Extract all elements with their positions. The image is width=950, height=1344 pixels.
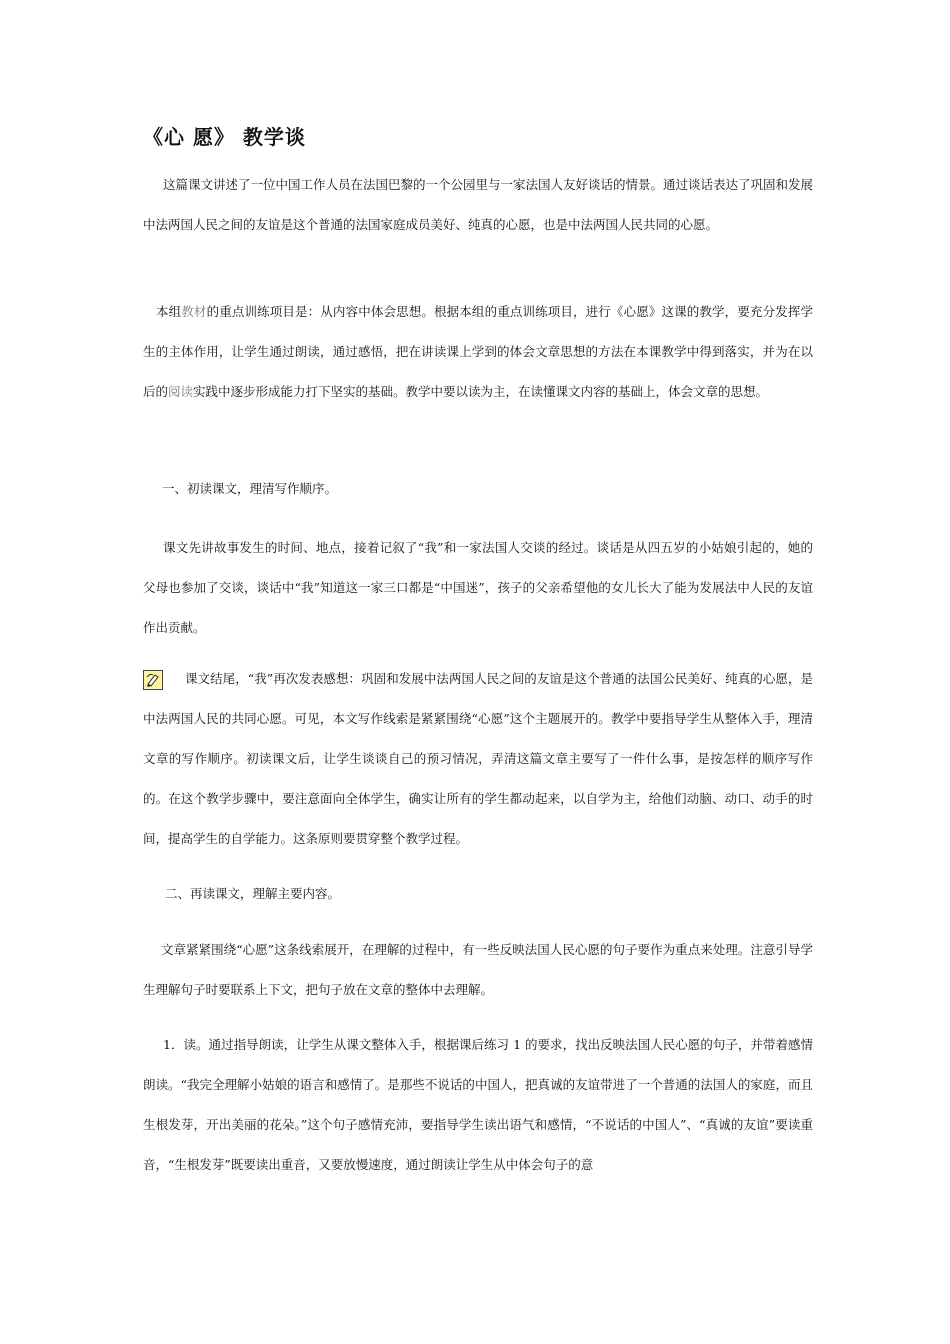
section-2-paragraph-1: 文章紧紧围绕“心愿”这条线索展开，在理解的过程中，有一些反映法国人民心愿的句子要作为重点来处理。注意引导学生理解句子时要联系上下文，把句子放在文章的整体中去理解。	[143, 942, 813, 997]
focus-text-1: 本组	[156, 304, 182, 319]
reading-link[interactable]: 阅读	[168, 384, 194, 399]
document-title: 《心 愿》 教学谈	[143, 125, 306, 149]
section-1-heading: 一、初读课文，理清写作顺序。	[162, 481, 338, 496]
focus-paragraph	[143, 292, 813, 412]
section-1-paragraph-1: 课文先讲故事发生的时间、地点，接着记叙了“我”和一家法国人交谈的经过。谈话是从四五岁的小姑娘引起的，她的父母也参加了交谈，谈话中“我”知道这一家三口都是“中国迷”，孩子的父亲希望他的女儿长大了能为发展法中人民的友谊作出贡献。	[143, 540, 813, 635]
intro-paragraph: 这篇课文讲述了一位中国工作人员在法国巴黎的一个公园里与一家法国人友好谈话的情景。通过谈话表达了巩固和发展中法两国人民之间的友谊是这个普通的法国家庭成员美好、纯真的心愿，也是中法两国人民共同的心愿。	[143, 177, 814, 232]
section-2-heading: 二、再读课文，理解主要内容。	[165, 886, 341, 901]
focus-text-2: 的重点训练项目是：从内容中体会思想。根据本组的重点训练项目，进行《心愿》这课的教学，要充分发挥学生的主体作用，让学生通过朗读，通过感悟，把在讲读课上学到的体会文章思想的方法在本课教学中得到落实，并为在以后的	[143, 304, 813, 399]
focus-text-3: 实践中逐步形成能力打下坚实的基础。教学中要以读为主，在读懂课文内容的基础上，体会文章的思想。	[193, 384, 769, 399]
section-1-paragraph-2: 课文结尾，“我”再次发表感想：巩固和发展中法两国人民之间的友谊是这个普通的法国公民美好、纯真的心愿，是中法两国人民的共同心愿。可见，本文写作线索是紧紧围绕“心愿”这个主题展开的。教学中要指导学生从整体入手，理清文章的写作顺序。初读课文后，让学生谈谈自己的预习情况，弄清这篇文章主要写了一件什么事，是按怎样的顺序写作的。在这个教学步骤中，要注意面向全体学生，确实让所有的学生都动起来，以自学为主，给他们动脑、动口、动手的时间，提高学生的自学能力。这条原则要贯穿整个教学过程。	[143, 671, 813, 846]
textbook-link[interactable]: 教材	[181, 304, 207, 319]
section-2-paragraph-2: 1．读。通过指导朗读，让学生从课文整体入手，根据课后练习 1 的要求，找出反映法国人民心愿的句子，并带着感情朗读。“我完全理解小姑娘的语言和感情了。是那些不说话的中国人，把真诚的友谊带进了一个普通的法国人的家庭，而且生根发芽，开出美丽的花朵。”这个句子感情充沛，要指导学生读出语气和感情，“不说话的中国人”、“真诚的友谊”要读重音，“生根发芽”既要读出重音，又要放慢速度，通过朗读让学生从中体会句子的意	[143, 1037, 813, 1172]
